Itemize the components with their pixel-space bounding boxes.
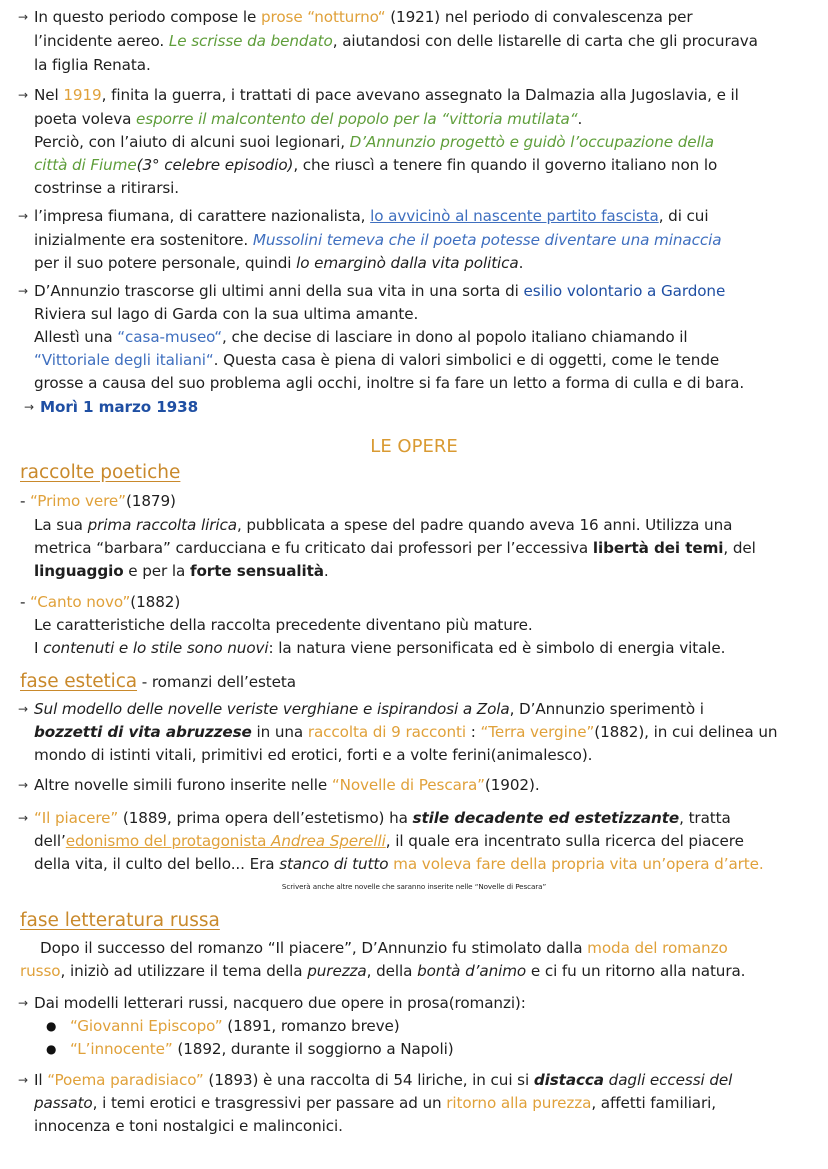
text-line: mondo di istinti vitali, primitivi ed erotici, forti e a volte ferini(animalesco). — [34, 746, 593, 764]
text-span: Sul modello delle novelle veriste verghiane e ispirandosi a Zola — [34, 700, 510, 718]
text-span: , che decise di lasciare in dono al popolo italiano chiamando il — [222, 328, 688, 346]
text-span: : — [466, 723, 481, 741]
text-span: libertà dei temi — [592, 539, 724, 557]
link-text: lo avvicinò al nascente partito fascista — [370, 207, 659, 225]
text-span: . — [577, 110, 583, 128]
text-span: . Questa casa è piena di valori simbolici e di oggetti, come le tende — [213, 351, 720, 369]
text-span: In questo periodo compose le — [34, 8, 261, 26]
text-line — [34, 131, 714, 153]
work-title: “Primo vere” — [30, 492, 126, 510]
work-title: “Poema paradisiaco” — [47, 1071, 204, 1089]
text-span: (1879) — [125, 492, 176, 510]
text-line — [34, 537, 756, 559]
text-span: (1882) — [130, 593, 181, 611]
text-span: e ci fu un ritorno alla natura. — [526, 962, 746, 980]
work-title: “Canto novo” — [30, 593, 131, 611]
arrow-icon: → — [18, 778, 29, 792]
highlight-text: russo — [20, 962, 61, 980]
text-span: forte sensualità — [189, 562, 324, 580]
text-span: Nel — [34, 86, 64, 104]
text-line — [20, 671, 296, 693]
bullet-icon: ● — [46, 1019, 57, 1033]
text-span: contenuti e lo stile sono nuovi — [43, 639, 269, 657]
text-span: , i temi erotici e trasgressivi per passare ad un — [92, 1094, 447, 1112]
text-span: l’impresa fiumana, di carattere nazionalista, — [34, 207, 371, 225]
text-span: bontà d’animo — [417, 962, 527, 980]
text-span: (1921) nel periodo di convalescenza per — [385, 8, 693, 26]
text-line: costrinse a ritirarsi. — [34, 179, 180, 197]
highlight-text: D’Annunzio progettò e guidò l’occupazione della — [349, 133, 714, 151]
text-line — [40, 937, 728, 959]
text-span: bozzetti di vita abruzzese — [34, 723, 252, 741]
text-line — [34, 252, 523, 274]
work-title: “Novelle di Pescara” — [331, 776, 485, 794]
text-span: distacca — [533, 1071, 604, 1089]
text-line — [34, 6, 693, 28]
highlight-text: “casa-museo“ — [117, 328, 223, 346]
text-line: Le caratteristiche della raccolta precedente diventano più mature. — [34, 616, 533, 634]
arrow-icon: → — [18, 209, 29, 223]
text-span: , di cui — [658, 207, 709, 225]
list-item — [70, 1015, 400, 1037]
arrow-icon: → — [18, 10, 29, 24]
arrow-icon: → — [18, 996, 29, 1010]
text-span: Allestì una — [34, 328, 118, 346]
text-line — [20, 960, 745, 982]
text-line: Riviera sul lago di Garda con la sua ultima amante. — [34, 305, 419, 323]
work-title: “Giovanni Episcopo” — [70, 1017, 223, 1035]
dash-glyph: - — [20, 593, 26, 611]
text-line — [34, 807, 731, 829]
text-line — [30, 591, 180, 613]
text-span: Perciò, con l’aiuto di alcuni suoi legionari, — [34, 133, 350, 151]
text-line — [34, 774, 540, 796]
text-span: , che riuscì a tenere fin quando il governo italiano non lo — [293, 156, 718, 174]
highlight-text: città di Fiume — [34, 156, 137, 174]
section-title: LE OPERE — [370, 436, 458, 457]
text-span: - romanzi dell’esteta — [137, 673, 296, 691]
text-span: D’Annunzio trascorse gli ultimi anni della sua vita in una sorta di — [34, 282, 524, 300]
text-span: inizialmente era sostenitore. — [34, 231, 253, 249]
work-title: “Il piacere” — [34, 809, 119, 827]
text-line — [34, 326, 687, 348]
text-line — [34, 84, 739, 106]
text-line — [34, 514, 732, 536]
text-span: (1891, romanzo breve) — [222, 1017, 400, 1035]
death-date: Morì 1 marzo 1938 — [40, 398, 199, 416]
highlight-text: “Vittoriale degli italiani“ — [34, 351, 214, 369]
text-span: purezza — [307, 962, 367, 980]
text-span: La sua — [34, 516, 88, 534]
text-span: (1889, prima opera dell’estetismo) ha — [118, 809, 413, 827]
text-line — [34, 30, 758, 52]
highlight-text: raccolta di 9 racconti — [307, 723, 466, 741]
text-line: Dai modelli letterari russi, nacquero due opere in prosa(romanzi): — [34, 994, 526, 1012]
text-span: (3° celebre episodio) — [136, 156, 294, 174]
arrow-icon: → — [18, 1073, 29, 1087]
text-line — [30, 490, 176, 512]
text-span: (1892, durante il soggiorno a Napoli) — [172, 1040, 454, 1058]
text-span: poeta voleva — [34, 110, 137, 128]
text-span: lo emarginò dalla vita politica — [296, 254, 519, 272]
text-line — [34, 830, 744, 852]
text-span: (1893) è una raccolta di 54 liriche, in cui si — [203, 1071, 534, 1089]
work-title: “L’innocente” — [70, 1040, 173, 1058]
text-line — [34, 349, 719, 371]
text-line — [34, 1092, 716, 1114]
text-line — [34, 721, 777, 743]
section-heading: fase estetica — [20, 671, 138, 692]
text-line — [34, 280, 725, 302]
text-span: : la natura viene personificata ed è simbolo di energia vitale. — [268, 639, 726, 657]
text-span: , iniziò ad utilizzare il tema della — [60, 962, 308, 980]
text-span: prima raccolta lirica — [87, 516, 237, 534]
text-span: stile decadente ed estetizzante — [412, 809, 680, 827]
text-span: e per la — [123, 562, 190, 580]
text-span: metrica “barbara” carducciana e fu criticato dai professori per l’eccessiva — [34, 539, 593, 557]
highlight-text: Mussolini temeva che il poeta potesse diventare una minaccia — [252, 231, 722, 249]
highlight-text: esporre il malcontento del popolo per la “vittoria mutilata“ — [136, 110, 578, 128]
text-line — [34, 637, 725, 659]
text-span: , finita la guerra, i trattati di pace avevano assegnato la Dalmazia alla Jugoslavia, e il — [101, 86, 739, 104]
work-title: “Terra vergine” — [480, 723, 595, 741]
text-span: in una — [251, 723, 308, 741]
text-span: per il suo potere personale, quindi — [34, 254, 297, 272]
highlight-text: esilio volontario a Gardone — [523, 282, 726, 300]
text-line: innocenza e toni nostalgici e malinconici. — [34, 1117, 343, 1135]
text-line: Scriverà anche altre novelle che saranno inserite nelle “Novelle di Pescara” — [281, 882, 547, 891]
list-item — [70, 1038, 454, 1060]
text-span: , pubblicata a spese del padre quando aveva 16 anni. Utilizza una — [236, 516, 733, 534]
text-line — [34, 205, 708, 227]
section-heading: raccolte poetiche — [20, 462, 181, 483]
highlight-text: ritorno alla purezza — [446, 1094, 592, 1112]
highlight-text: 1919 — [63, 86, 102, 104]
highlight-text: prose “notturno“ — [260, 8, 386, 26]
highlight-text: edonismo del protagonista — [65, 832, 272, 850]
text-line: grosse a causa del suo problema agli occhi, inoltre si fa fare un letto a forma di culla e di bara. — [34, 374, 745, 392]
text-span: linguaggio — [34, 562, 124, 580]
text-span: dell’ — [34, 832, 66, 850]
arrow-icon: → — [18, 284, 29, 298]
text-line: la figlia Renata. — [34, 56, 151, 74]
text-line — [34, 560, 329, 582]
text-span: Altre novelle simili furono inserite nelle — [34, 776, 332, 794]
text-line — [34, 698, 704, 720]
text-span: passato — [34, 1094, 93, 1112]
text-span: , affetti familiari, — [591, 1094, 717, 1112]
text-span: dagli eccessi del — [608, 1071, 733, 1089]
highlight-text: ma voleva fare della propria vita un’opera d’arte. — [393, 855, 764, 873]
highlight-text: Andrea Sperelli — [271, 832, 386, 850]
text-span: , tratta — [679, 809, 731, 827]
text-span: Dopo il successo del romanzo “Il piacere”, D’Annunzio fu stimolato dalla — [40, 939, 588, 957]
text-span: stanco di tutto — [279, 855, 389, 873]
text-span: (1902). — [484, 776, 540, 794]
text-span: , aiutandosi con delle listarelle di carta che gli procurava — [332, 32, 758, 50]
bullet-icon: ● — [46, 1042, 57, 1056]
text-span: , del — [723, 539, 756, 557]
text-line — [34, 108, 582, 130]
text-span: Il — [34, 1071, 48, 1089]
text-span: , il quale era incentrato sulla ricerca del piacere — [385, 832, 744, 850]
text-span: . — [323, 562, 329, 580]
text-span: . — [518, 254, 524, 272]
arrow-icon: → — [18, 702, 29, 716]
dash-glyph: - — [20, 492, 26, 510]
text-line — [34, 154, 717, 176]
text-line — [34, 1069, 732, 1091]
text-span: , D’Annunzio sperimentò i — [509, 700, 704, 718]
text-line — [34, 853, 764, 875]
section-heading: fase letteratura russa — [20, 910, 220, 931]
arrow-icon: → — [18, 811, 29, 825]
text-line — [34, 229, 721, 251]
text-span: della vita, il culto del bello... Era — [34, 855, 280, 873]
arrow-icon: → — [24, 400, 35, 414]
text-span: (1882), in cui delinea un — [594, 723, 778, 741]
text-span: l’incidente aereo. — [34, 32, 169, 50]
arrow-icon: → — [18, 88, 29, 102]
text-span: , della — [366, 962, 418, 980]
highlight-text: moda del romanzo — [587, 939, 728, 957]
text-span: I — [34, 639, 44, 657]
highlight-text: Le scrisse da bendato — [168, 32, 333, 50]
